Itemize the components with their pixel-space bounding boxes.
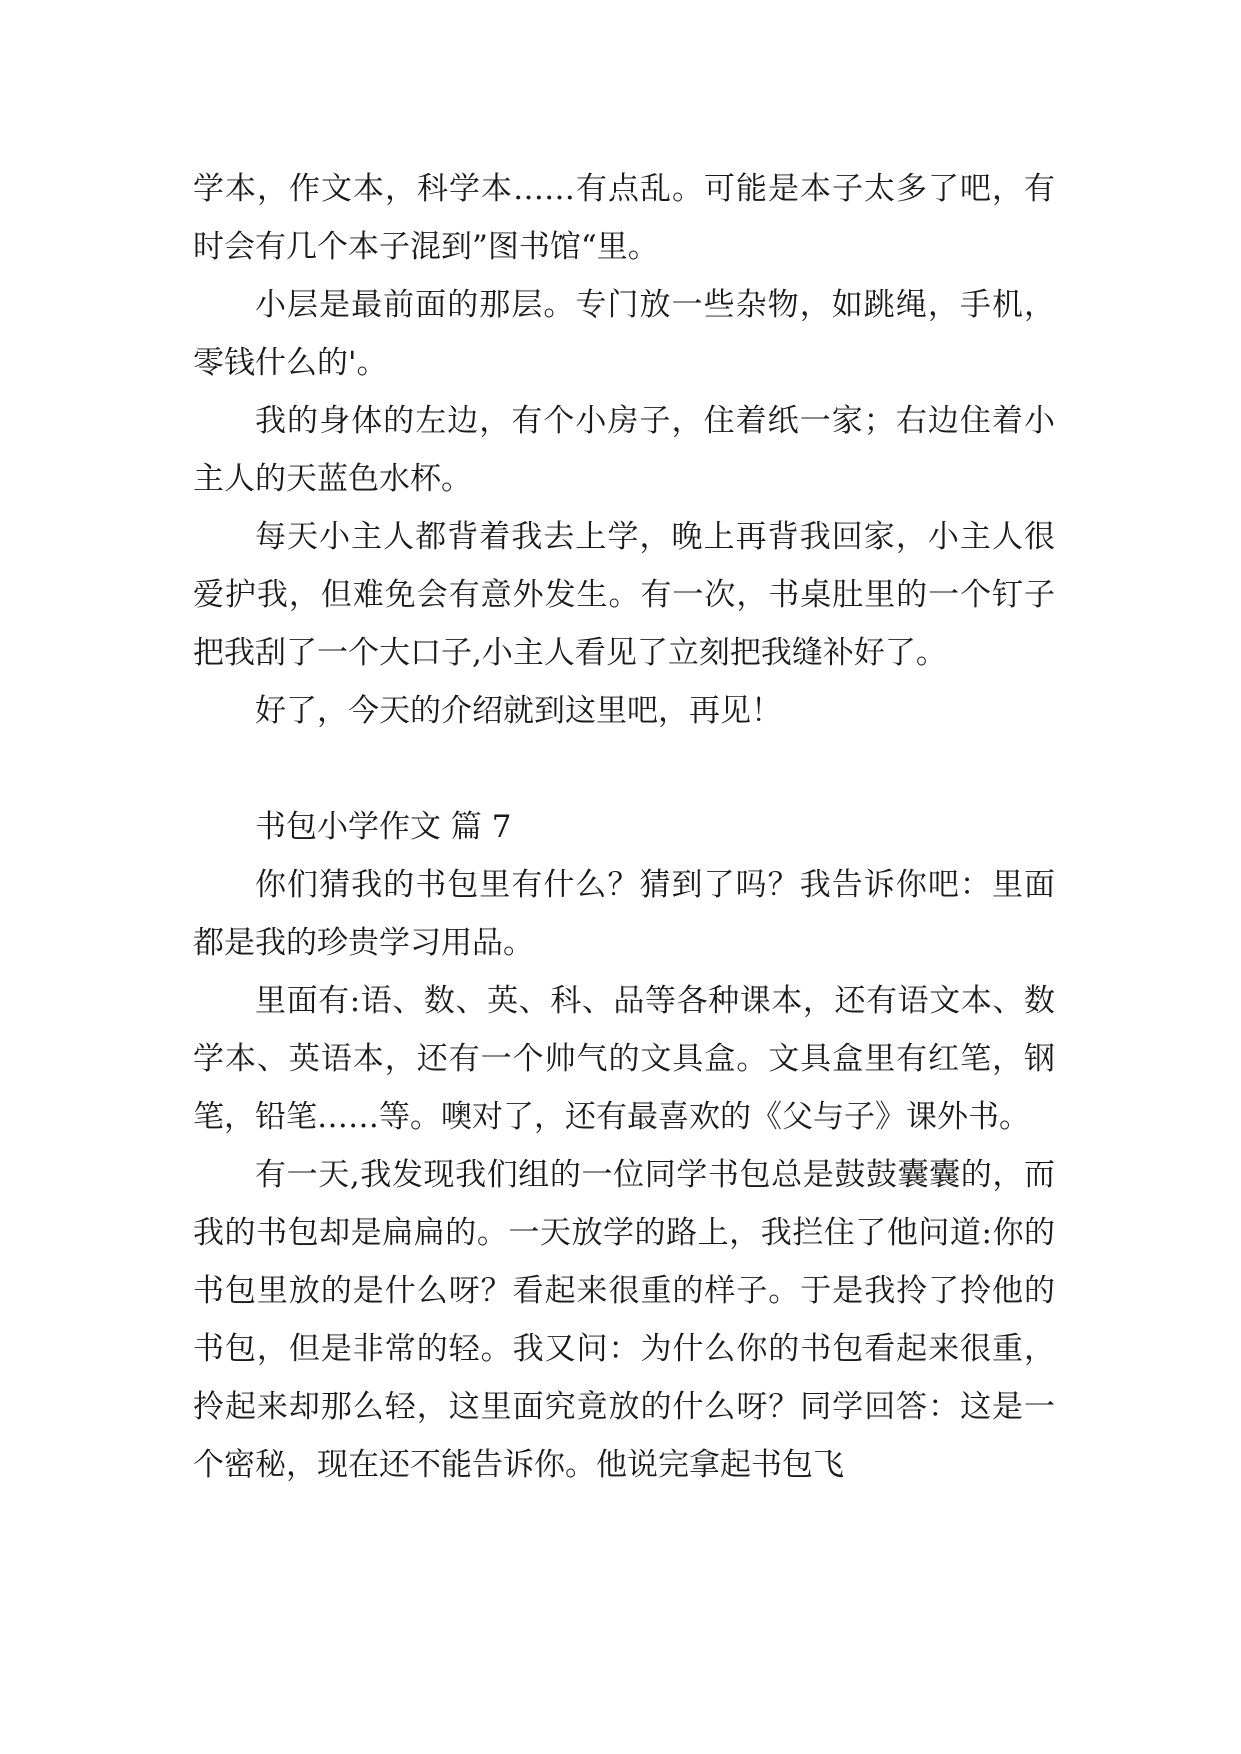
document-body: [193, 160, 1055, 1494]
paragraph-b2: 有一天,我发现我们组的一位同学书包总是鼓鼓囊囊的，而我的书包却是扁扁的。一天放学的路上，我拦住了他问道:你的书包里放的是什么呀？看起来很重的样子。于是我拎了拎他的书包，但是非常的轻。我又问：为什么你的书包看起来很重，拎起来却那么轻，这里面究竟放的什么呀？同学回答：这是一个密秘，现在还不能告诉你。他说完拿起书包飞: [193, 1157, 1055, 1483]
paragraph-a3: 每天小主人都背着我去上学，晚上再背我回家，小主人很爱护我，但难免会有意外发生。有一次，书桌肚里的一个钉子把我刮了一个大口子,小主人看见了立刻把我缝补好了。: [193, 519, 1055, 671]
section-spacer: [193, 740, 1055, 798]
paragraph-a0: 学本，作文本，科学本……有点乱。可能是本子太多了吧，有时会有几个本子混到”图书馆“里。: [193, 171, 1055, 265]
paragraph-b0: 你们猜我的书包里有什么？猜到了吗？我告诉你吧：里面都是我的珍贵学习用品。: [193, 867, 1055, 961]
paragraph-a1: 小层是最前面的那层。专门放一些杂物，如跳绳，手机，零钱什么的'。: [193, 287, 1055, 381]
paragraph-a2: 我的身体的左边，有个小房子，住着纸一家；右边住着小主人的天蓝色水杯。: [193, 403, 1055, 497]
section-heading: 书包小学作文 篇 7: [255, 809, 512, 845]
paragraph-b1: 里面有:语、数、英、科、品等各种课本，还有语文本、数学本、英语本，还有一个帅气的文具盒。文具盒里有红笔，钢笔，铅笔……等。噢对了，还有最喜欢的《父与子》课外书。: [193, 983, 1055, 1135]
paragraph-a4: 好了，今天的介绍就到这里吧，再见！: [255, 693, 782, 729]
